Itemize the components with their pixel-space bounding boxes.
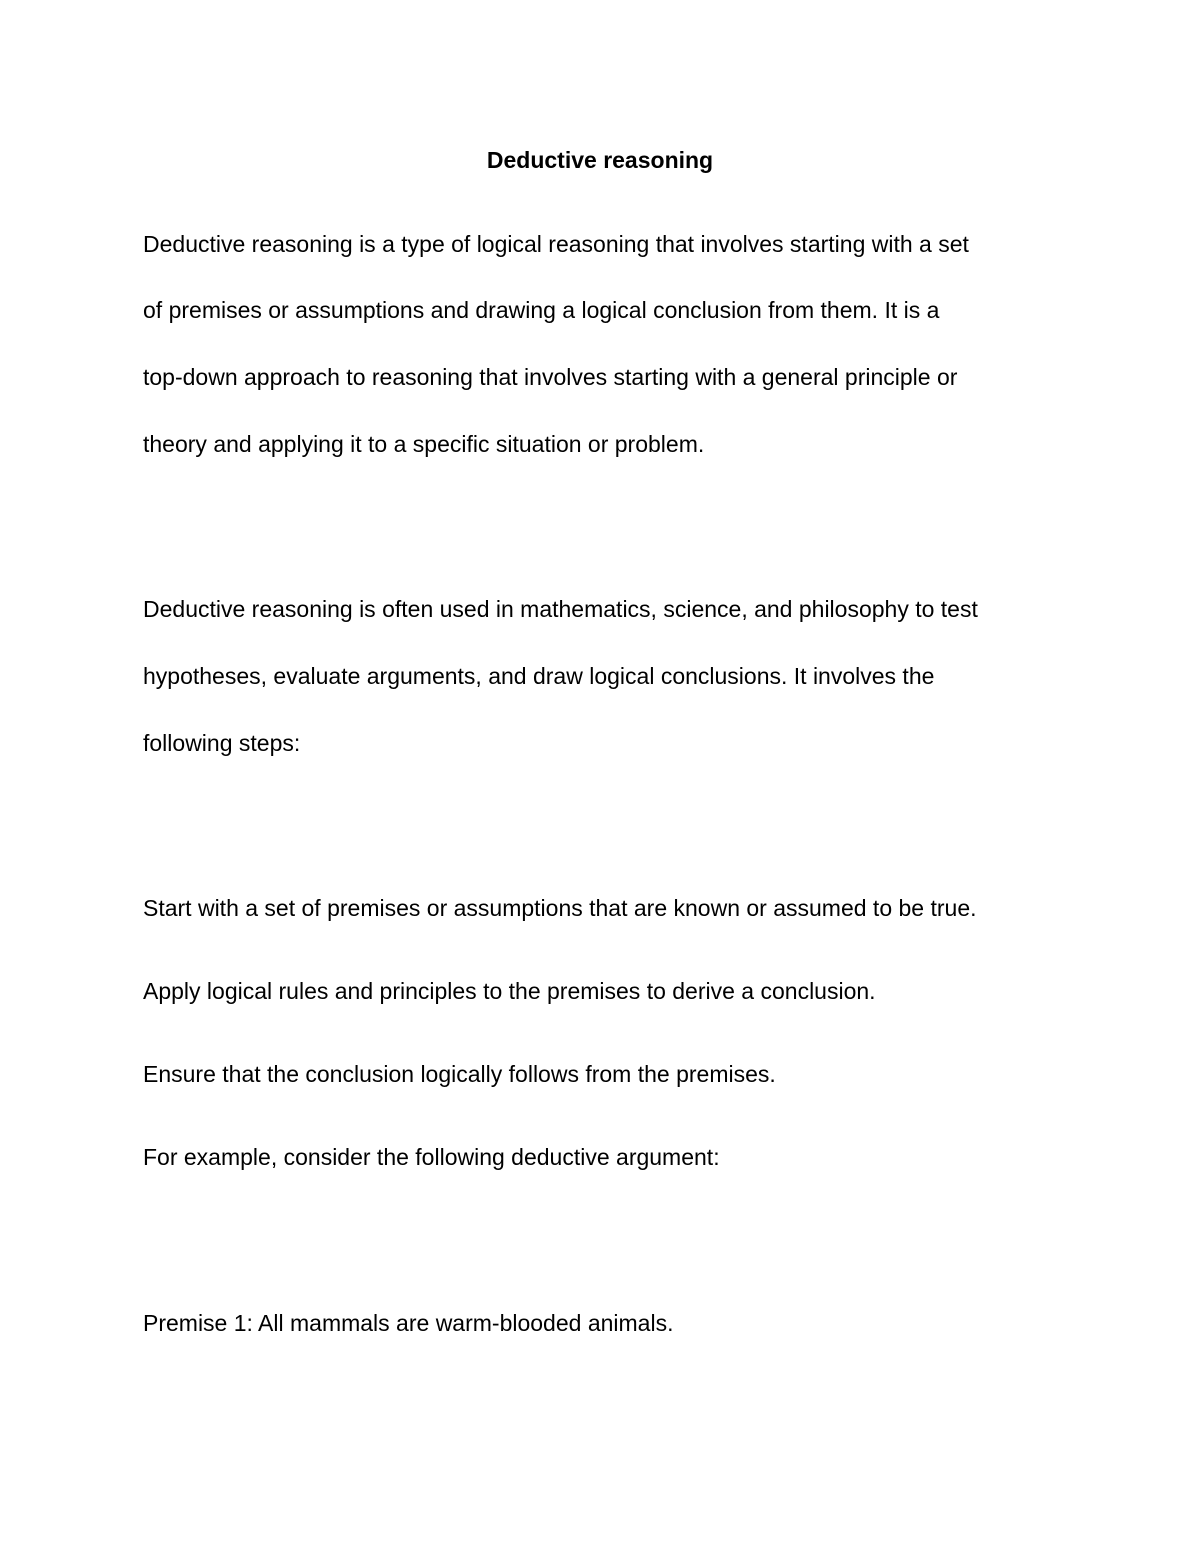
paragraph-1-line-3: top-down approach to reasoning that involves starting with a general principle or (143, 364, 958, 390)
document-title: Deductive reasoning (486, 147, 714, 173)
paragraph-2-line-1: Deductive reasoning is often used in mathematics, science, and philosophy to test (143, 596, 978, 622)
paragraph-1-line-2: of premises or assumptions and drawing a logical conclusion from them. It is a (143, 297, 940, 323)
paragraph-2-line-2: hypotheses, evaluate arguments, and draw logical conclusions. It involves the (143, 663, 935, 689)
paragraph-2-line-3: following steps: (143, 730, 301, 756)
step-3: Ensure that the conclusion logically follows from the premises. (143, 1061, 776, 1087)
step-1: Start with a set of premises or assumptions that are known or assumed to be true. (143, 895, 977, 921)
step-2: Apply logical rules and principles to the premises to derive a conclusion. (143, 978, 876, 1004)
paragraph-1-line-1: Deductive reasoning is a type of logical reasoning that involves starting with a set (143, 231, 969, 257)
premise-1: Premise 1: All mammals are warm-blooded animals. (143, 1310, 674, 1336)
example-intro: For example, consider the following deductive argument: (143, 1144, 720, 1170)
paragraph-1-line-4: theory and applying it to a specific situation or problem. (143, 431, 705, 457)
